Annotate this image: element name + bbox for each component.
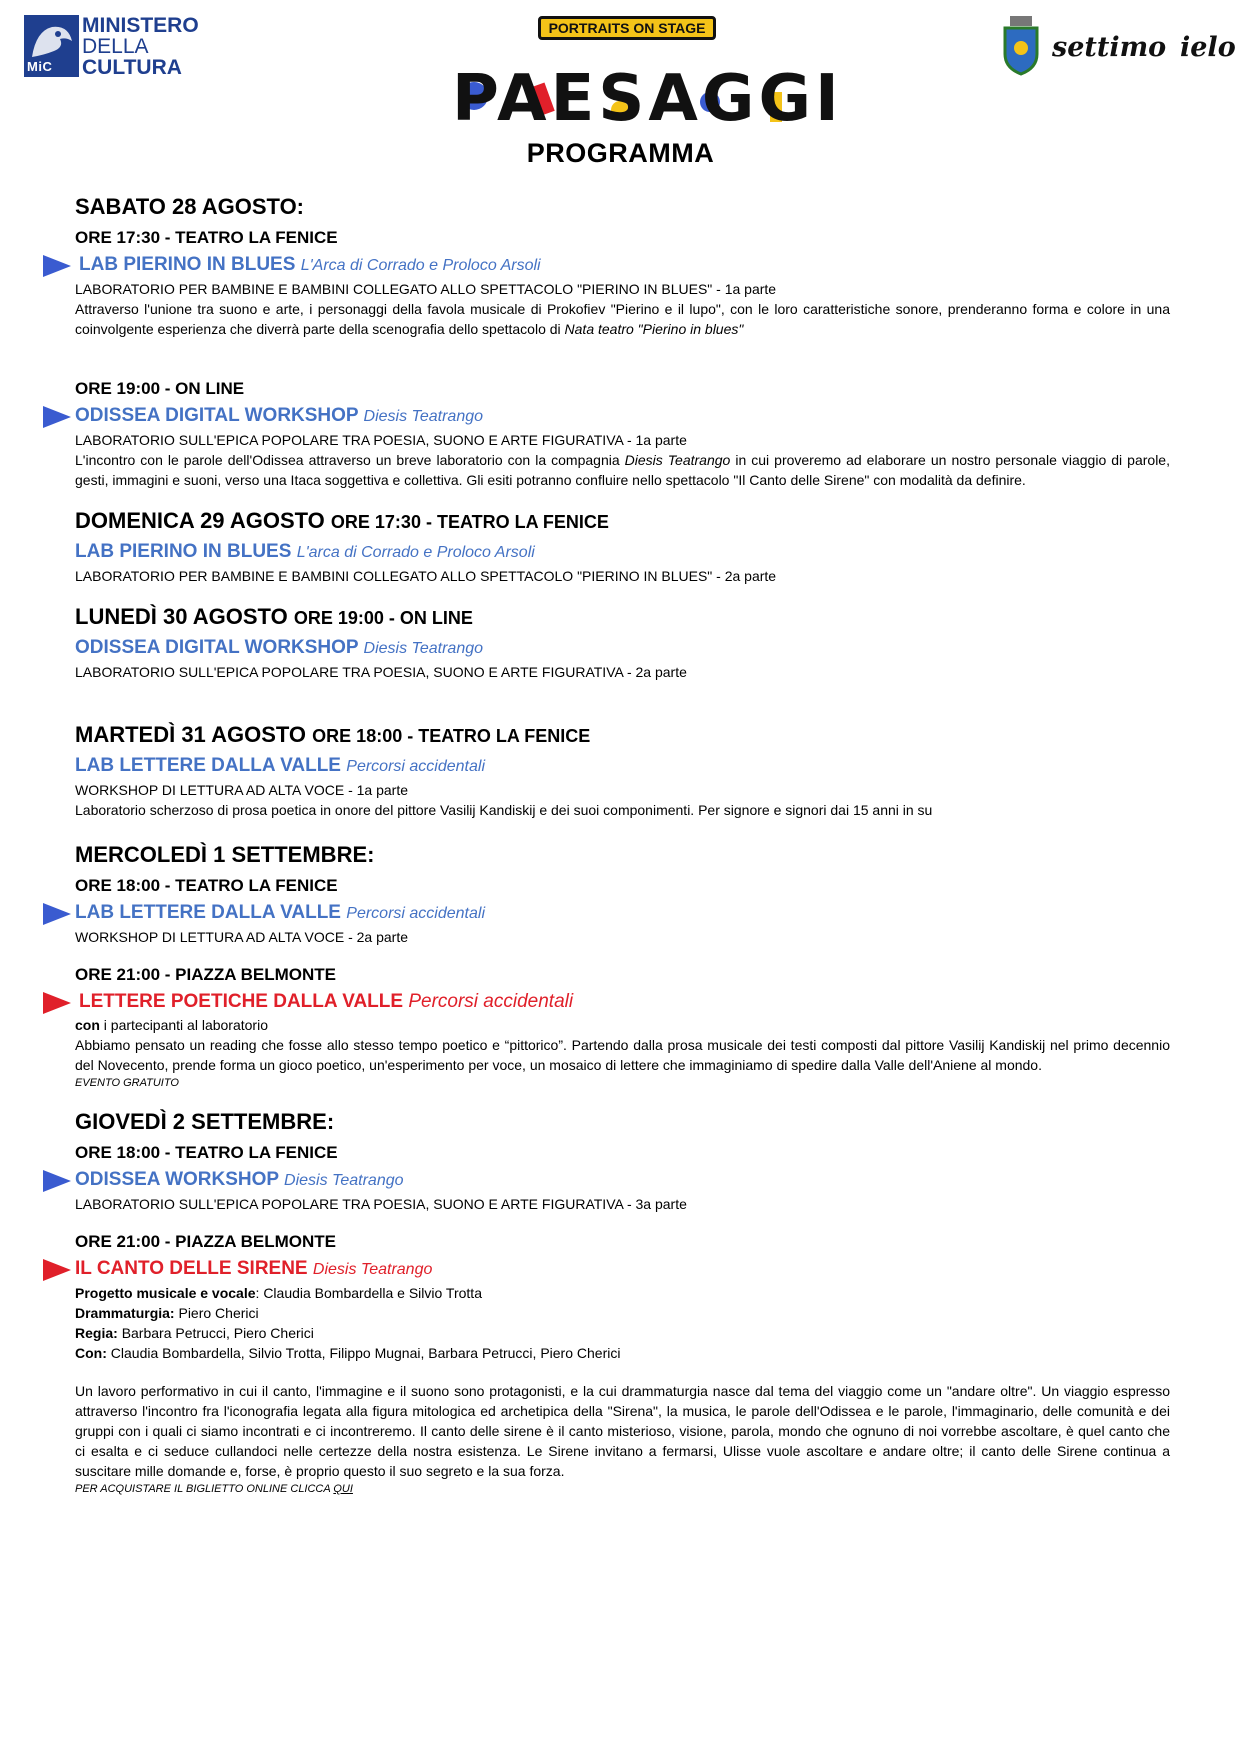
event-note: EVENTO GRATUITO <box>75 1077 179 1089</box>
paesaggi-wordmark <box>452 62 843 136</box>
time-slot: ORE 17:30 - TEATRO LA FENICE <box>75 228 338 247</box>
day-heading: LUNEDÌ 30 AGOSTO ORE 19:00 - ON LINE <box>75 604 473 629</box>
event-title: LAB PIERINO IN BLUES L'arca di Corrado e Proloco Arsoli <box>75 541 535 562</box>
partner-logos <box>1000 14 1236 80</box>
paesaggi-title: PAESAGGI <box>452 62 843 136</box>
program-content <box>75 190 1170 1497</box>
event-title: LETTERE POETICHE DALLA VALLE Percorsi accidentali <box>75 989 1170 1015</box>
page-header <box>0 0 1241 136</box>
event-title: LAB LETTERE DALLA VALLE Percorsi accidentali <box>75 900 1170 927</box>
day-heading: MERCOLEDÌ 1 SETTEMBRE: <box>75 842 375 867</box>
event-title: LAB LETTERE DALLA VALLE Percorsi accidentali <box>75 755 485 776</box>
event-organizer: Diesis Teatrango <box>363 640 484 657</box>
play-arrow-icon <box>43 1259 71 1281</box>
credit-line: Drammaturgia: Piero Cherici <box>75 1305 259 1321</box>
time-slot: ORE 19:00 - ON LINE <box>75 379 245 398</box>
play-arrow-icon <box>43 1170 71 1192</box>
event-title: IL CANTO DELLE SIRENE Diesis Teatrango <box>75 1256 1170 1283</box>
event-subtitle: WORKSHOP DI LETTURA AD ALTA VOCE - 2a parte <box>75 929 408 945</box>
event-description: Attraverso l'unione tra suono e arte, i personaggi della favola musicale di Prokofiev "Pierino e il lupo", con le loro caratteristiche sonore, prenderanno forma e colore in una coinvolgente esperienza che diverrà parte della scenografia dello spettacolo di Nata teatro "Pierino in blues" <box>75 301 1170 337</box>
event-subtitle: LABORATORIO SULL'EPICA POPOLARE TRA POESIA, SUONO E ARTE FIGURATIVA - 3a parte <box>75 1196 687 1212</box>
day-heading: SABATO 28 AGOSTO: <box>75 194 305 219</box>
settimo-label: settimo <box>1052 32 1167 63</box>
page-title: PROGRAMMA <box>526 138 715 168</box>
event-subtitle: LABORATORIO SULL'EPICA POPOLARE TRA POESIA, SUONO E ARTE FIGURATIVA - 2a parte <box>75 664 687 680</box>
event-title: ODISSEA WORKSHOP Diesis Teatrango <box>75 1167 1170 1194</box>
day-heading: DOMENICA 29 AGOSTO ORE 17:30 - TEATRO LA FENICE <box>75 508 609 533</box>
credit-line: Con: Claudia Bombardella, Silvio Trotta, Filippo Mugnai, Barbara Petrucci, Piero Cherici <box>75 1345 621 1361</box>
event-organizer: Diesis Teatrango <box>363 408 484 425</box>
portraits-on-stage-badge: PORTRAITS ON STAGE <box>538 16 717 40</box>
play-arrow-icon <box>43 992 71 1014</box>
credit-line: Progetto musicale e vocale: Claudia Bombardella e Silvio Trotta <box>75 1285 482 1301</box>
time-slot: ORE 18:00 - TEATRO LA FENICE <box>75 876 338 895</box>
ticket-note: PER ACQUISTARE IL BIGLIETTO ONLINE CLICCA QUI <box>75 1483 353 1495</box>
event-title: ODISSEA DIGITAL WORKSHOP Diesis Teatrango <box>75 403 1170 430</box>
time-slot: ORE 18:00 - TEATRO LA FENICE <box>75 1143 338 1162</box>
event-title: LAB PIERINO IN BLUES L'Arca di Corrado e Proloco Arsoli <box>75 252 1170 279</box>
event-description: Laboratorio scherzoso di prosa poetica in onore del pittore Vasilij Kandiskij e dei suoi componimenti. Per signore e signori dai 15 anni in su <box>75 802 933 818</box>
credit-line: Regia: Barbara Petrucci, Piero Cherici <box>75 1325 314 1341</box>
event-subtitle: con i partecipanti al laboratorio <box>75 1017 268 1033</box>
event-subtitle: WORKSHOP DI LETTURA AD ALTA VOCE - 1a parte <box>75 782 408 798</box>
time-slot: ORE 21:00 - PIAZZA BELMONTE <box>75 965 337 984</box>
ministry-abbr: MiC <box>27 59 53 74</box>
event-organizer: Percorsi accidentali <box>346 905 485 922</box>
municipal-crest-icon <box>1000 14 1042 76</box>
event-organizer: Diesis Teatrango <box>312 1261 433 1278</box>
time-slot: ORE 21:00 - PIAZZA BELMONTE <box>75 1232 337 1251</box>
event-description: L'incontro con le parole dell'Odissea attraverso un breve laboratorio con la compagnia Diesis Teatrango in cui proveremo ad elaborare un nostro personale viaggio di parole, gesti, immagini e suoni, verso una Itaca soggettiva e collettiva. Gli esiti potranno confluire nello spettacolo "Il Canto delle Sirene" con modalità da definire. <box>75 452 1170 488</box>
event-subtitle: LABORATORIO PER BAMBINE E BAMBINI COLLEGATO ALLO SPETTACOLO "PIERINO IN BLUES" - 1a parte <box>75 281 777 297</box>
ministry-name: MINISTERO DELLA CULTURA <box>82 14 199 79</box>
play-arrow-icon <box>43 255 71 277</box>
ministry-logo <box>24 15 204 77</box>
festival-logo <box>452 16 843 136</box>
ministry-emblem-icon <box>24 15 79 77</box>
day-heading: GIOVEDÌ 2 SETTEMBRE: <box>75 1109 335 1134</box>
ticket-link[interactable]: QUI <box>333 1483 353 1495</box>
cielo-label: ielo <box>1180 32 1236 63</box>
cielo-logo <box>1150 14 1236 80</box>
event-organizer: Percorsi accidentali <box>408 991 574 1012</box>
day-heading: MARTEDÌ 31 AGOSTO ORE 18:00 - TEATRO LA FENICE <box>75 722 591 747</box>
event-organizer: Percorsi accidentali <box>346 758 485 775</box>
play-arrow-icon <box>43 903 71 925</box>
event-description: Un lavoro performativo in cui il canto, l'immagine e il suono sono protagonisti, e la cui drammaturgia nasce dal tema del viaggio come un "andare oltre". Un viaggio espresso attraverso l'incontro fra l'iconografia legata alla figura mitologica ed archetipica della "Sirena", la musica, le parole dell'Odissea e le parole, l'immaginario, delle comunità e dei gruppi con i quali ci siamo incontrati e ci incontreremo. Il canto delle sirene è il canto misterioso, visione, parola, mondo che ognuno di noi vorrebbe ascoltare, è quel canto che ci esalta e ci seduce cullandoci nelle certezze della nostra esistenza. Le Sirene invitano a fermarsi, Ulisse vuole ascoltare e andare oltre; il canto delle Sirene continua a suscitare mille domande e, forse, è proprio questo il suo segreto e la sua forza. <box>75 1383 1170 1479</box>
event-organizer: Diesis Teatrango <box>284 1172 404 1189</box>
event-organizer: L'Arca di Corrado e Proloco Arsoli <box>300 257 541 274</box>
event-organizer: L'arca di Corrado e Proloco Arsoli <box>296 544 535 561</box>
event-description: Abbiamo pensato un reading che fosse allo stesso tempo poetico e “pittorico”. Partendo dalla prosa musicale dei testi composti dal pittore Vasilij Kandiskij nel primo decennio del Novecento, prende forma un gioco poetico, un'esperimento per voce, un mosaico di lettere che immaginiamo di spedire dalla Valle dell'Aniene al mondo. <box>75 1037 1170 1073</box>
event-subtitle: LABORATORIO PER BAMBINE E BAMBINI COLLEGATO ALLO SPETTACOLO "PIERINO IN BLUES" - 2a parte <box>75 568 777 584</box>
event-subtitle: LABORATORIO SULL'EPICA POPOLARE TRA POESIA, SUONO E ARTE FIGURATIVA - 1a parte <box>75 432 687 448</box>
play-arrow-icon <box>43 406 71 428</box>
event-title: ODISSEA DIGITAL WORKSHOP Diesis Teatrango <box>75 637 484 658</box>
